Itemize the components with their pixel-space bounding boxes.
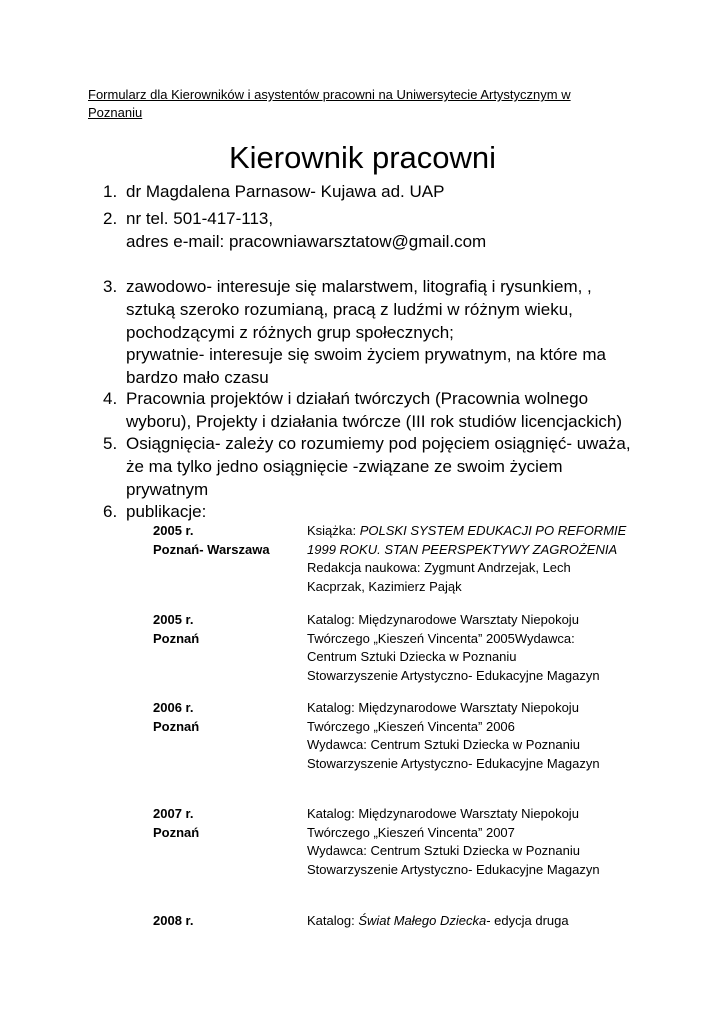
publication-description <box>307 805 647 879</box>
list-text-line: dr Magdalena Parnasow- Kujawa ad. UAP <box>126 182 445 201</box>
list-text-line: wyboru), Projekty i działania twórcze (III rok studiów licencjackich) <box>126 411 623 431</box>
publication-line: Wydawca: Centrum Sztuki Dziecka w Poznaniu <box>307 843 580 858</box>
publication-meta <box>153 611 303 648</box>
publication-description <box>307 912 647 931</box>
publication-meta <box>153 805 303 842</box>
publication-place: Poznań <box>153 630 200 646</box>
list-text-line: Osiągnięcia- zależy co rozumiemy pod pojęciem osiągnięć- uważa, <box>126 434 631 453</box>
form-header <box>88 86 608 122</box>
list-text <box>126 208 666 254</box>
publication-year: 2008 r. <box>153 913 194 928</box>
publication-meta <box>153 699 303 736</box>
publication-line: Książka: POLSKI SYSTEM EDUKACJI PO REFORMIE <box>307 523 627 538</box>
list-text-line: zawodowo- interesuje się malarstwem, litografią i rysunkiem, , <box>126 277 592 296</box>
page-title: Kierownik pracowni <box>228 140 497 175</box>
list-text-line: Pracownia projektów i działań twórczych (Pracownia wolnego <box>126 389 589 408</box>
publication-line: Redakcja naukowa: Zygmunt Andrzejak, Lech <box>307 560 571 575</box>
publication-line <box>307 541 647 560</box>
list-text-line: publikacje: <box>126 502 207 521</box>
publication-line: Stowarzyszenie Artystyczno- Edukacyjne Magazyn <box>307 667 600 683</box>
publication-title: POLSKI SYSTEM EDUKACJI PO REFORMIE <box>359 523 627 538</box>
publication-line: Katalog: Międzynarodowe Warsztaty Niepokoju <box>307 806 579 821</box>
publication-title: 1999 ROKU. STAN PEERSPEKTYWY ZAGROŻENIA <box>307 541 618 557</box>
list-text-line: prywatnym <box>126 479 209 499</box>
publication-line: Twórczego „Kieszeń Vincenta” 2006 <box>307 718 515 734</box>
publication-meta <box>153 912 303 931</box>
publication-line: Wydawca: Centrum Sztuki Dziecka w Poznaniu <box>307 737 580 752</box>
publication-line: Katalog: Międzynarodowe Warsztaty Niepokoju <box>307 700 579 715</box>
publication-line: Katalog: Świat Małego Dziecka- edycja druga <box>307 913 569 928</box>
list-text-line: nr tel. 501-417-113, <box>126 209 274 228</box>
publication-year: 2005 r. <box>153 523 194 538</box>
list-text-line: prywatnie- interesuje się swoim życiem prywatnym, na które ma <box>126 345 606 365</box>
list-text <box>126 501 666 524</box>
list-text-line: że ma tylko jedno osiągnięcie -związane ze swoim życiem <box>126 456 563 476</box>
list-number: 3. <box>103 277 118 296</box>
publication-description <box>307 522 647 596</box>
list-text-line: bardzo mało czasu <box>126 368 269 388</box>
publication-place: Poznań <box>153 718 200 734</box>
list-text-line: pochodzącymi z różnych grup społecznych; <box>126 322 454 342</box>
publication-description <box>307 699 647 773</box>
list-text <box>126 276 666 390</box>
list-text-line: sztuką szeroko rozumianą, pracą z ludźmi w różnym wieku, <box>126 299 573 319</box>
publication-line: Stowarzyszenie Artystyczno- Edukacyjne Magazyn <box>307 861 600 877</box>
publication-description <box>307 611 647 685</box>
list-text <box>126 181 666 204</box>
publication-year: 2006 r. <box>153 700 194 715</box>
publication-place: Poznań- Warszawa <box>153 541 270 557</box>
publication-line: Katalog: Międzynarodowe Warsztaty Niepokoju <box>307 612 579 627</box>
list-number: 1. <box>103 182 118 201</box>
list-number: 2. <box>103 209 118 228</box>
list-number: 5. <box>103 434 118 453</box>
list-text-line: adres e-mail: pracowniawarsztatow@gmail.com <box>126 231 487 251</box>
publication-line: Kacprzak, Kazimierz Pająk <box>307 578 462 594</box>
list-number: 6. <box>103 502 118 521</box>
list-text <box>126 388 666 434</box>
publication-title: Świat Małego Dziecka <box>358 913 487 928</box>
publication-line: Twórczego „Kieszeń Vincenta” 2005Wydawca: <box>307 630 575 646</box>
publication-year: 2007 r. <box>153 806 194 821</box>
publication-line: Stowarzyszenie Artystyczno- Edukacyjne Magazyn <box>307 755 600 771</box>
list-number: 4. <box>103 389 118 408</box>
list-text <box>126 433 666 501</box>
publication-line: Centrum Sztuki Dziecka w Poznaniu <box>307 649 517 664</box>
publication-line: Twórczego „Kieszeń Vincenta” 2007 <box>307 824 515 840</box>
header-line: Formularz dla Kierowników i asystentów pracowni na Uniwersytecie Artystycznym w <box>88 87 571 102</box>
publication-meta <box>153 522 303 559</box>
publication-place: Poznań <box>153 824 200 840</box>
header-line: Poznaniu <box>88 105 143 120</box>
publication-year: 2005 r. <box>153 612 194 627</box>
